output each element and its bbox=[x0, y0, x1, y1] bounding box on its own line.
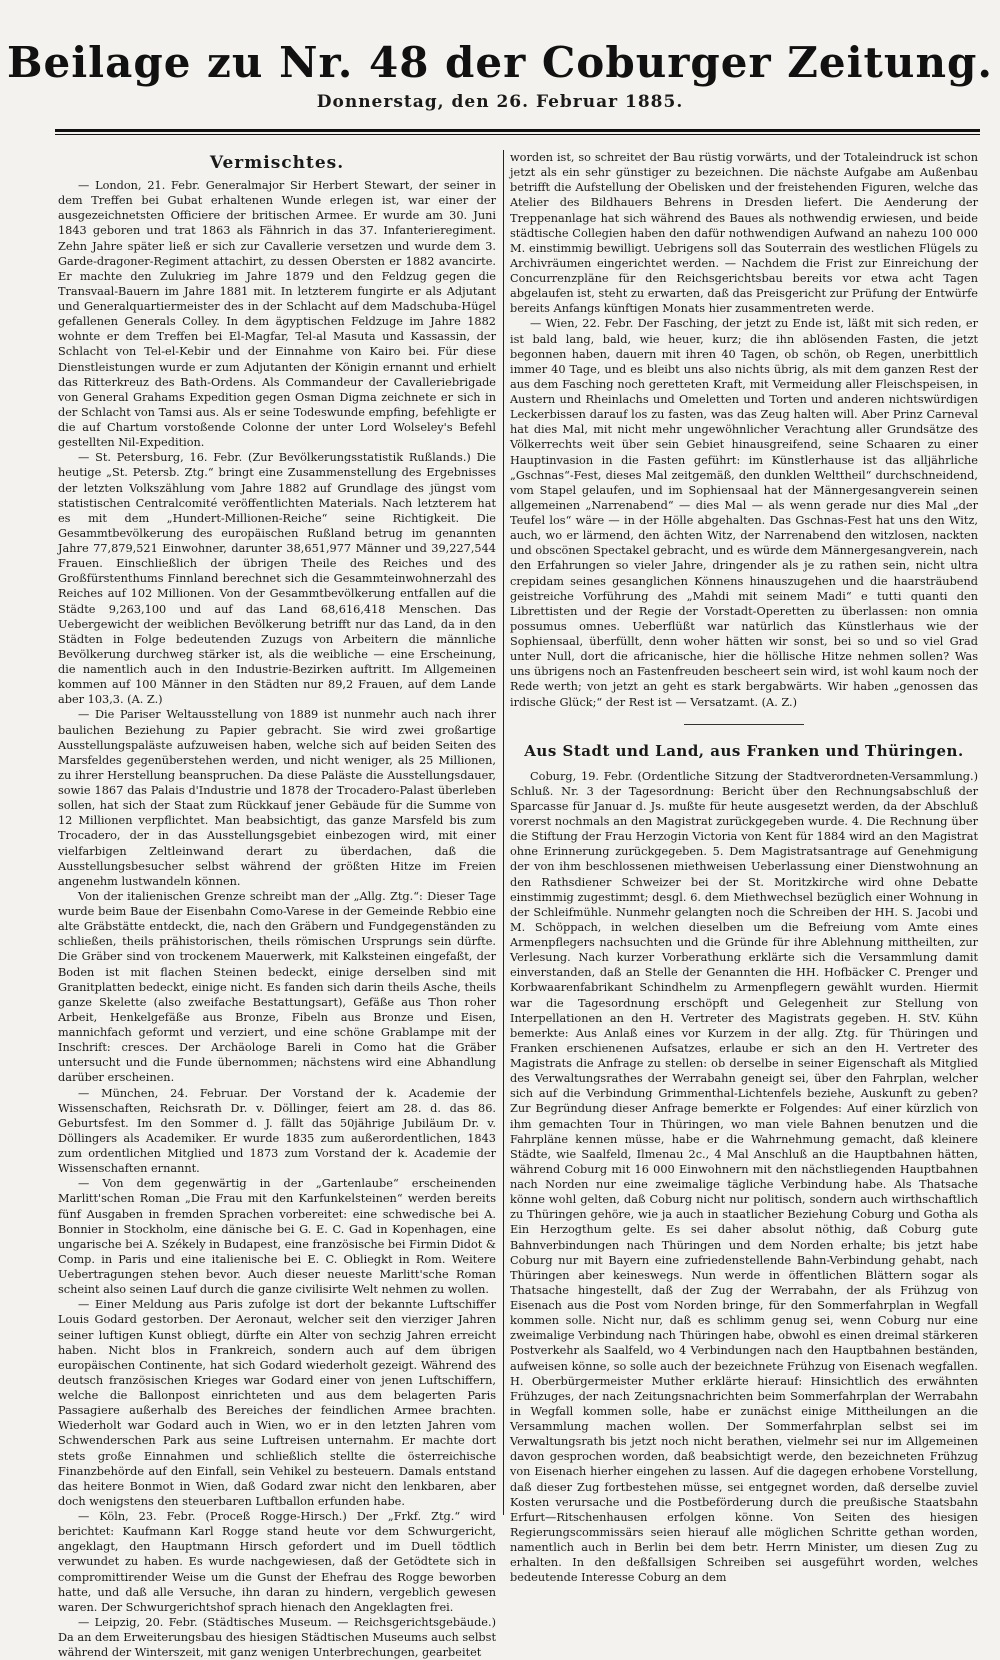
article-paragraph: Coburg, 19. Febr. (Ordentliche Sitzung der Stadtverordneten-Versammlung.) Schluß. Nr. 3 der Tagesordnung: Bericht über den Rechnungsabschluß der Sparcasse für Januar d. Js. mußte für heute ausgesetzt werden, da der Abschluß vorerst nochmals an den Magistrat zurückgegeben wurde. 4. Die Rechnung über die Stiftung der Frau Herzogin Victoria von Kent für 1884 wird an den Magistrat ohne Erinnerung zurückgegeben. 5. Dem Magistratsantrage auf Genehmigung der von ihm beschlossenen miethweisen Ueberlassung einer Dienstwohnung an den Rathsdiener Schweizer bei der St. Moritzkirche wird ohne Debatte einstimmig zugestimmt; desgl. 6. dem Miethwechsel bezüglich einer Wohnung in der Schleifmühle. Nunmehr gelangten noch die Schreiben der HH. S. Jacobi und M. Schöppach, in welchen dieselben um die Befreiung vom Amte eines Armenpflegers nachsuchten und die Gründe für ihre Ablehnung mittheilten, zur Verlesung. Nach kurzer Vorberathung erklärte sich die Versammlung damit einverstanden, daß an Stelle der Genannten die HH. Hofbäcker C. Prenger und Korbwaarenfabrikant Schindhelm zu Armenpflegern gewählt wurden. Hiermit war die Tagesordnung erschöpft und Gelegenheit zur Stellung von Interpellationen an den H. Vertreter des Magistrats gegeben. H. StV. Kühn bemerkte: Aus Anlaß eines vor Kurzem in der allg. Ztg. für Thüringen und Franken erschienenen Aufsatzes, erlaube er sich an den H. Vertreter des Magistrats die Anfrage zu stellen: ob derselbe in seiner Eigenschaft als Mitglied des Verwaltungsrathes der Werrabahn geneigt sei, über den Fahrplan, welcher sich auf die Verbindung Grimmenthal-Lichtenfels beziehe, Auskunft zu geben? Zur Begründung dieser Anfrage bemerkte er Folgendes: Auf einer kürzlich von ihm gemachten Tour in Thüringen, wo man viele Bahnen benutzen und die Fahrpläne kennen müsse, habe er die Wahrnehmung gemacht, daß kleinere Städte, wie Saalfeld, Ilmenau 2c., 4 Mal Anschluß an die Hauptbahnen hätten, während Coburg mit 16 000 Einwohnern mit den nächstliegenden Hauptbahnen nach Norden nur eine zweimalige tägliche Verbindung habe. Als Thatsache könne wohl gelten, daß Coburg nicht nur politisch, sondern auch wirthschaftlich zu Thüringen gehöre, wie ja auch in staatlicher Beziehung Coburg und Gotha als Ein Herzogthum gelte. Es sei daher absolut nöthig, daß Coburg gute Bahnverbindungen nach Thüringen und dem Norden erhalte; bis jetzt habe Coburg nur mit Bayern eine zufriedenstellende Bahn-Verbindung gehabt, nach Thüringen aber keineswegs. Nun werde in öffentlichen Blättern sogar als Thatsache hingestellt, daß der Zug der Werrabahn, der als Frühzug von Eisenach aus die Post vom Norden bringe, für den Sommerfahrplan in Wegfall kommen solle. Nicht nur, daß es schlimm genug sei, wenn Coburg nur eine zweimalige Verbindung nach Thüringen habe, obwohl es einen dreimal stärkeren Postverkehr als Saalfeld, wo 4 Verbindungen nach den Hauptbahnen beständen, aufweisen könne, so solle auch der bezeichnete Frühzug von Eisenach wegfallen. H. Oberbürgermeister Muther erklärte hierauf: Hinsichtlich des erwähnten Frühzuges, der nach Zeitungsnachrichten beim Sommerfahrplan der Werrabahn in Wegfall kommen solle, habe er zunächst einige Mittheilungen an die Versammlung machen wollen. Der Sommerfahrplan selbst sei im Verwaltungsrath bis jetzt noch nicht berathen, vielmehr sei nur im Allgemeinen davon gesprochen worden, daß beabsichtigt werde, den bezeichneten Frühzug von Eisenach hierher eingehen zu lassen. Auf die dagegen erhobene Vorstellung, daß dieser Zug fortbestehen müsse, sei entgegnet worden, daß derselbe zuviel Kosten verursache und die Postbeförderung durch die preußische Staatsbahn Erfurt—Ritschenhausen erfolgen könne. Von Seiten des hiesigen Regierungscommissärs seien hierauf alle möglichen Schritte gethan worden, namentlich auch in Berlin bei dem betr. Herrn Minister, um diesen Zug zu erhalten. In den deßfallsigen Schreiben sei ausgeführt worden, welches bedeutende Interesse Coburg an dem bbox=[510, 769, 978, 1585]
section-heading-vermischtes: Vermischtes. bbox=[209, 153, 345, 173]
article-paragraph: — München, 24. Februar. Der Vorstand der k. Academie der Wissenschaften, Reichsrath Dr. v. Döllinger, feiert am 28. d. das 86. Geburtsfest. Im den Sommer d. J. fällt das 50jährige Jubiläum Dr. v. Döllingers als Academiker. Er wurde 1835 zum außerordentlichen, 1843 zum ordentlichen Mitglied und 1873 zum Vorstand der k. Academie der Wissenschaften ernannt. bbox=[58, 1086, 496, 1176]
masthead-rule bbox=[55, 129, 980, 132]
masthead-rule-thin bbox=[55, 134, 980, 135]
column-divider bbox=[503, 150, 504, 1515]
article-paragraph: — Einer Meldung aus Paris zufolge ist dort der bekannte Luftschiffer Louis Godard gestorben. Der Aeronaut, welcher seit den vierziger Jahren seiner luftigen Kunst obliegt, dürfte ein Alter von sechzig Jahren erreicht haben. Nicht blos in Frankreich, sondern auch auf dem übrigen europäischen Continente, hat sich Godard wiederholt gezeigt. Während des deutsch französischen Krieges war Godard einer von jenen Luftschiffern, welche die Ballonpost einrichteten und aus dem belagerten Paris Passagiere außerhalb des Bereiches der feindlichen Armee brachten. Wiederholt war Godard auch in Wien, wo er in den letzten Jahren vom Schwenderschen Park aus seine Luftreisen unternahm. Er machte dort stets große Einnahmen und schließlich stellte die österreichische Finanzbehörde auf den Einfall, sein Vehikel zu besteuern. Damals entstand das heitere Bonmot in Wien, daß Godard zwar nicht den lenkbaren, aber doch wenigstens den steuerbaren Luftballon erfunden habe. bbox=[58, 1298, 496, 1508]
masthead-date: Donnerstag, den 26. Februar 1885. bbox=[316, 92, 684, 112]
article-paragraph: worden ist, so schreitet der Bau rüstig vorwärts, und der Totaleindruck ist schon jetzt als ein sehr günstiger zu bezeichnen. Die nächste Aufgabe am Außenbau betrifft die Aufstellung der Obelisken und der freistehenden Figuren, welche das Atelier des Bildhauers Behrens in Dresden liefert. Die Aenderung der Treppenanlage hat sich während des Baues als nothwendig erwiesen, und beide städtische Collegien haben den dafür nothwendigen Aufwand an nahezu 100 000 M. einstimmig bewilligt. Uebrigens soll das Souterrain des westlichen Flügels zu Archivräumen eingerichtet werden. — Nachdem die Frist zur Einreichung der Concurrenzpläne für den Reichsgerichtsbau bereits vor etwa acht Tagen abgelaufen ist, steht zu erwarten, daß das Preisgericht zur Prüfung der Entwürfe bereits Anfangs künftigen Monats hier zusammentreten werde. bbox=[510, 151, 978, 316]
article-paragraph: — St. Petersburg, 16. Febr. (Zur Bevölkerungsstatistik Rußlands.) Die heutige „St. Petersb. Ztg.“ bringt eine Zusammenstellung des Ergebnisses der letzten Volkszählung vom Jahre 1882 auf Grundlage des jüngst vom statistischen Centralcomité veröffentlichten Materials. Nach letzterem hat es mit dem „Hundert-Millionen-Reiche“ seine Richtigkeit. Die Gesammtbevölkerung des europäischen Rußland betrug im genannten Jahre 77,879,521 Einwohner, darunter 38,651,977 Männer und 39,227,544 Frauen. Einschließlich der übrigen Theile des Reiches und des Großfürstenthums Finnland berechnet sich die Gesammteinwohnerzahl des Reiches auf 102 Millionen. Von der Gesammtbevölkerung entfallen auf die Städte 9,263,100 und auf das Land 68,616,418 Menschen. Das Uebergewicht der weiblichen Bevölkerung betrifft nur das Land, da in den Städten in Folge bedeutenden Zuzugs von Arbeitern die männliche Bevölkerung durchweg stärker ist, als die weibliche — eine Erscheinung, die namentlich auch in den Industrie-Bezirken auftritt. Im Allgemeinen kommen auf 100 Männer in den Städten nur 89,2 Frauen, auf dem Lande aber 103,3. (A. Z.) bbox=[58, 451, 496, 707]
article-paragraph: Von der italienischen Grenze schreibt man der „Allg. Ztg.“: Dieser Tage wurde beim Baue der Eisenbahn Como-Varese in der Gemeinde Rebbio eine alte Gräbstätte entdeckt, die, nach den Gräbern und Fundgegenständen zu schließen, theils prähistorischen, theils römischen Ursprungs sein dürfte. Die Gräber sind von trockenem Mauerwerk, mit Kalksteinen eingefaßt, der Boden ist mit flachen Steinen bedeckt, einige derselben sind mit Granitplatten bedeckt, einige nicht. Es fanden sich darin theils Asche, theils ganze Skelette (also zweifache Bestattungsart), Gefäße aus Thon roher Arbeit, Henkelgefäße aus Bronze, Fibeln aus Bronze und Eisen, mannichfach geformt und verziert, und eine schöne Grablampe mit der Inschrift: cresces. Der Archäologe Bareli in Como hat die Gräber untersucht und die Funde übernommen; nächstens wird eine Abhandlung darüber erscheinen. bbox=[58, 889, 496, 1085]
article-paragraph: — Die Pariser Weltausstellung von 1889 ist nunmehr auch nach ihrer baulichen Beziehung zu Papier gebracht. Sie wird zwei großartige Ausstellungspaläste aufzuweisen haben, welche sich auf beiden Seiten des Marsfeldes gegenüberstehen werden, und nicht weniger, als 25 Millionen, zu ihrer Herstellung beanspruchen. Da diese Paläste die Ausstellungsdauer, sowie 1867 das Palais d'Industrie und 1878 der Trocadero-Palast überleben sollen, hat sich der Staat zum Rückkauf jener Gebäude für die Summe von 12 Millionen verpflichtet. Man beabsichtigt, das ganze Marsfeld bis zum Trocadero, der in das Ausstellungsgebiet einbezogen wird, mit einer vielfarbigen Zeltleinwand derart zu überdachen, daß die Ausstellungsbesucher selbst während der größten Hitze im Freien angenehm lustwandeln können. bbox=[58, 708, 496, 888]
right-column bbox=[510, 150, 979, 1585]
section-heading-stadt-und-land: Aus Stadt und Land, aus Franken und Thüringen. bbox=[524, 741, 964, 760]
masthead-title: Beilage zu Nr. 48 der Coburger Zeitung. bbox=[7, 38, 993, 87]
article-paragraph: — Von dem gegenwärtig in der „Gartenlaube“ erscheinenden Marlitt'schen Roman „Die Frau mit den Karfunkelsteinen“ werden bereits fünf Ausgaben in fremden Sprachen vorbereitet: eine schwedische bei A. Bonnier in Stockholm, eine dänische bei G. E. C. Gad in Kopenhagen, eine ungarische bei A. Székely in Budapest, eine französische bei Firmin Didot & Comp. in Paris und eine italienische bei E. C. Obliegkt in Rom. Weitere Uebertragungen stehen bevor. Auch dieser neueste Marlitt'sche Roman scheint also seinen Lauf durch die ganze civilisirte Welt nehmen zu wollen. bbox=[58, 1177, 496, 1297]
section-separator bbox=[684, 724, 804, 725]
article-paragraph: — Wien, 22. Febr. Der Fasching, der jetzt zu Ende ist, läßt mit sich reden, er ist bald lang, bald, wie heuer, kurz; die ihn ablösenden Fasten, die jetzt begonnen haben, dauern mit ihren 40 Tagen, ob schön, ob Regen, unerbittlich immer 40 Tage, und es bleibt uns also nichts übrig, als mit dem ganzen Rest der aus dem Fasching noch geretteten Kraft, mit Vermeidung aller Fleischspeisen, in Austern und Rheinlachs und Omeletten und Torten und anderen nichtswürdigen Leckerbissen darauf los zu fasten, was das Zeug halten will. Aber Prinz Carneval hat dies Mal, mit nicht mehr ungewöhnlicher Verachtung aller Grundsätze des Völkerrechts weit über sein Gebiet hinausgreifend, seine Schaaren zu einer Hauptinvasion in die Fasten geführt: im Künstlerhause ist das alljährliche „Gschnas“-Fest, dieses Mal zeitgemäß, den dunklen Welttheil“ durchschneidend, vom Stapel gelaufen, und im Sophiensaal hat der Männergesangverein seinen allgemeinen „Narrenabend“ — dies Mal — als wenn gerade nur dies Mal „der Teufel los“ wäre — in der Hölle abgehalten. Das Gschnas-Fest hat uns den Witz, auch, wo er lärmend, den ächten Witz, der Narrenabend den witzlosen, nackten und obscönen Spectakel gebracht, und es würde dem Männergesangverein, nach den Erfahrungen so vieler Jahre, dringender als je zu rathen sein, nicht ultra crepidam seines gesanglichen Könnens hinauszugehen und die haarsträubend geistreiche Vorführung des „Mahdi mit seinem Madi“ e tutti quanti den Librettisten und der Regie der Vorstadt-Operetten zu überlassen: non omnia possumus omnes. Ueberflüßt war natürlich das Künstlerhaus wie der Sophiensaal, überfüllt, denn woher hätten wir sonst, bei so und so viel Grad unter Null, dort die africanische, hier die höllische Hitze nehmen sollen? Was uns übrigens noch an Fastenfreuden bescheert sein wird, ist wohl kaum noch der Rede werth; von jetzt an geht es stark bergabwärts. Wir haben „genossen das irdische Glück;“ der Rest ist — Versatzamt. (A. Z.) bbox=[510, 317, 979, 709]
article-paragraph: — Leipzig, 20. Febr. (Städtisches Museum. — Reichsgerichtsgebäude.) Da an dem Erweiterungsbau des hiesigen Städtischen Museums auch selbst während der Winterszeit, mit ganz wenigen Unterbrechungen, gearbeitet bbox=[58, 1615, 496, 1660]
article-paragraph: — London, 21. Febr. Generalmajor Sir Herbert Stewart, der seiner in dem Treffen bei Gubat erhaltenen Wunde erlegen ist, war einer der ausgezeichnetsten Officiere der britischen Armee. Er wurde am 30. Juni 1843 geboren und trat 1863 als Fähnrich in das 37. Infanterieregiment. Zehn Jahre später ließ er sich zur Cavallerie versetzen und wurde dem 3. Garde-dragoner-Regiment attachirt, zu dessen Obersten er 1882 avancirte. Er machte den Zulukrieg im Jahre 1879 und den Feldzug gegen die Transvaal-Bauern im Jahre 1881 mit. In letzterem fungirte er als Adjutant und Generalquartiermeister des in der Schlacht auf dem Madschuba-Hügel gefallenen Generals Colley. In dem ägyptischen Feldzuge im Jahre 1882 wohnte er dem Treffen bei El-Magfar, Tel-al Masuta und Kassassin, der Schlacht von Tel-el-Kebir und der Einnahme von Kairo bei. Für diese Dienstleistungen wurde er zum Adjutanten der Königin ernannt und erhielt das Ritterkreuz des Bath-Ordens. Als Commandeur der Cavalleriebrigade von General Grahams Expedition gegen Osman Digma zeichnete er sich in der Schlacht von Tamsi aus. Als er seine Todeswunde empfing, befehligte er die auf Chartum vorstoßende Colonne der unter Lord Wolseley's Befehl gestellten Nil-Expedition. bbox=[58, 179, 496, 450]
article-paragraph: — Köln, 23. Febr. (Proceß Rogge-Hirsch.) Der „Frkf. Ztg.“ wird berichtet: Kaufmann Karl Rogge stand heute vor dem Schwurgericht, angeklagt, den Hauptmann Hirsch gefordert und im Duell tödtlich verwundet zu haben. Es wurde nachgewiesen, daß der Getödtete sich in compromittirender Weise um die Gunst der Ehefrau des Rogge beworben hatte, und daß alle Versuche, ihn daran zu hindern, vergeblich gewesen waren. Der Schwurgerichtshof sprach hienach den Angeklagten frei. bbox=[58, 1510, 496, 1614]
left-column bbox=[58, 150, 496, 1660]
